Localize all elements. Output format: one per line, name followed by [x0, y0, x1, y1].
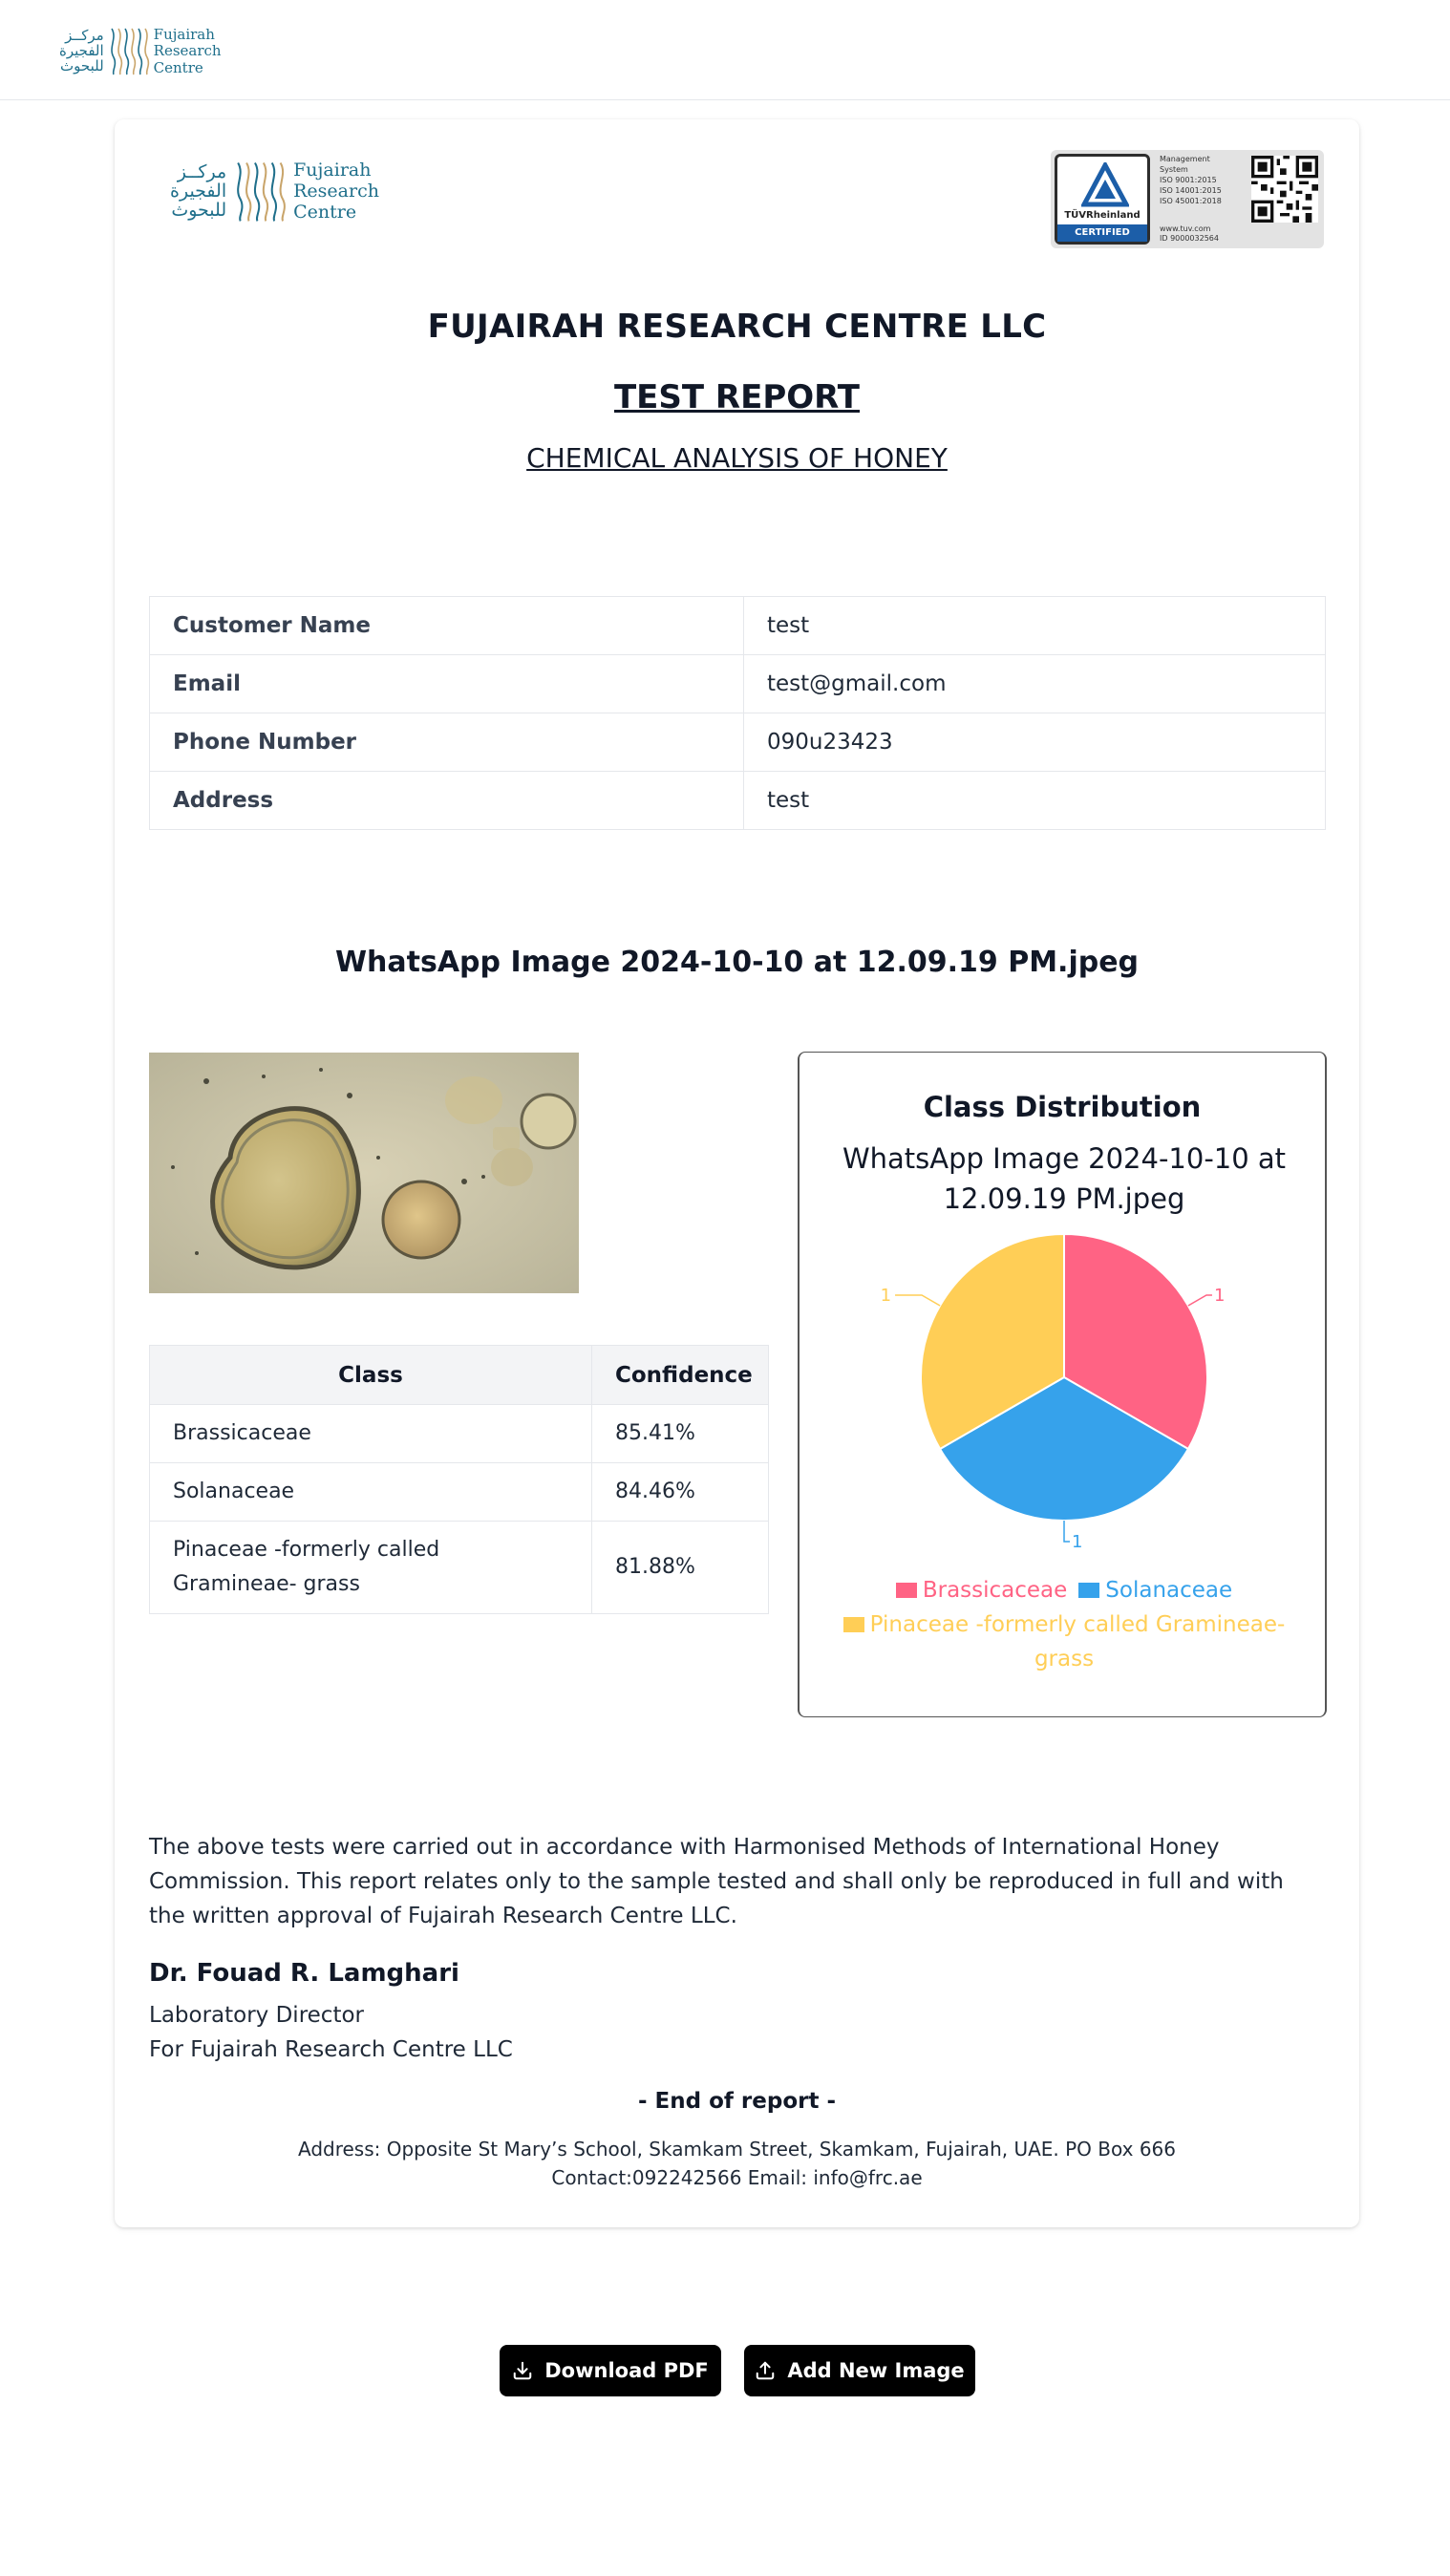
upload-icon [755, 2360, 776, 2381]
table-row [150, 772, 1326, 830]
signer-title: Laboratory Director [149, 2003, 364, 2028]
table-row [150, 655, 1326, 713]
address-line: Address: Opposite St Mary’s School, Skamkam Street, Skamkam, Fujairah, UAE. PO Box 666 [298, 2138, 1176, 2161]
address-label: Address [150, 772, 744, 830]
tuv-footer: www.tuv.com ID 9000032564 [1160, 224, 1219, 243]
report-title: TEST REPORT [613, 378, 860, 416]
report-logo-english: Fujairah Research Centre [293, 160, 379, 223]
class-distribution-chart [798, 1052, 1327, 1717]
legend-item[interactable] [1078, 1573, 1232, 1607]
logo-arabic: مركــز الفجيرة للبحوث [59, 27, 104, 75]
chart-title: Class Distribution [923, 1091, 1202, 1123]
email-label: Email [150, 655, 744, 713]
table-row [150, 713, 1326, 772]
signer-name: Dr. Fouad R. Lamghari [149, 1959, 459, 1988]
table-row [150, 597, 1326, 655]
logo-english: Fujairah Research Centre [153, 26, 222, 76]
confidence-header: Confidence [592, 1346, 769, 1405]
end-of-report: - End of report - [637, 2089, 837, 2114]
qr-code-icon [1251, 156, 1318, 223]
table-row [150, 1463, 769, 1522]
legend-swatch [843, 1617, 864, 1632]
pie-leader-line [895, 1295, 940, 1306]
add-new-image-button[interactable] [744, 2345, 975, 2396]
class-cell: Brassicaceae [150, 1405, 592, 1463]
legend-label: Brassicaceae [922, 1578, 1068, 1603]
download-icon [512, 2360, 533, 2381]
class-header: Class [150, 1346, 592, 1405]
report-subtitle: CHEMICAL ANALYSIS OF HONEY [526, 442, 948, 474]
signer-role [149, 1998, 513, 2067]
tuv-brand: TÜVRheinland [1064, 210, 1141, 221]
report-logo-waves-icon [231, 160, 288, 224]
classification-table [149, 1345, 769, 1614]
legend-label: Solanaceae [1105, 1578, 1233, 1603]
top-bar [0, 0, 1450, 100]
pie-data-label: 1 [1213, 1286, 1226, 1306]
pollen-micrograph [149, 1053, 579, 1293]
report-logo [170, 160, 379, 224]
confidence-cell: 81.88% [592, 1522, 769, 1614]
confidence-cell: 85.41% [592, 1405, 769, 1463]
company-title: FUJAIRAH RESEARCH CENTRE LLC [427, 308, 1047, 346]
customer-name-label: Customer Name [150, 597, 744, 655]
chart-legend [819, 1573, 1310, 1676]
pie-leader-line [1064, 1521, 1070, 1542]
legend-swatch [1078, 1583, 1099, 1598]
pie-leader-line [1188, 1295, 1212, 1306]
tuv-certification-badge [1051, 150, 1324, 248]
header-logo[interactable] [59, 25, 222, 78]
table-row [150, 1405, 769, 1463]
tuv-certified-label: CERTIFIED [1057, 224, 1147, 242]
download-pdf-button[interactable] [500, 2345, 721, 2396]
table-header-row [150, 1346, 769, 1405]
pie-data-label: 1 [1072, 1532, 1083, 1552]
tuv-standards: Management System ISO 9001:2015 ISO 14001:2015 ISO 45001:2018 [1160, 155, 1222, 205]
download-pdf-label: Download PDF [544, 2359, 709, 2382]
pie-data-label: 1 [880, 1286, 892, 1306]
tuv-badge [1055, 154, 1150, 245]
customer-info-table [149, 596, 1326, 830]
legend-swatch [896, 1583, 917, 1598]
contact-info [115, 2135, 1359, 2192]
compliance-statement: The above tests were carried out in accordance with Harmonised Methods of International Honey Commission. This report relates only to the sample tested and shall only be reproduced in full and with the written approval of Fujairah Research Centre LLC. [149, 1835, 1284, 1928]
contact-line: Contact:092242566 Email: info@frc.ae [551, 2166, 923, 2189]
report-logo-arabic: مركــز الفجيرة للبحوث [170, 161, 227, 221]
legend-label: Pinaceae -formerly called Gramineae-grass [869, 1612, 1286, 1671]
add-new-image-label: Add New Image [787, 2359, 965, 2382]
email-value: test@gmail.com [744, 655, 1326, 713]
chart-subtitle: WhatsApp Image 2024-10-10 at 12.09.19 PM.jpeg [842, 1142, 1287, 1215]
phone-label: Phone Number [150, 713, 744, 772]
legend-item[interactable] [896, 1573, 1067, 1607]
address-value: test [744, 772, 1326, 830]
legend-item[interactable] [824, 1607, 1304, 1676]
image-filename: WhatsApp Image 2024-10-10 at 12.09.19 PM.jpeg [334, 946, 1140, 979]
signer-org: For Fujairah Research Centre LLC [149, 2037, 513, 2062]
logo-waves-icon [108, 27, 150, 76]
customer-name-value: test [744, 597, 1326, 655]
phone-value: 090u23423 [744, 713, 1326, 772]
tuv-triangle-icon [1081, 162, 1129, 208]
class-cell: Solanaceae [150, 1463, 592, 1522]
table-row [150, 1522, 769, 1614]
pie-chart [800, 1234, 1329, 1578]
class-cell: Pinaceae -formerly called Gramineae- grass [150, 1522, 592, 1614]
confidence-cell: 84.46% [592, 1463, 769, 1522]
